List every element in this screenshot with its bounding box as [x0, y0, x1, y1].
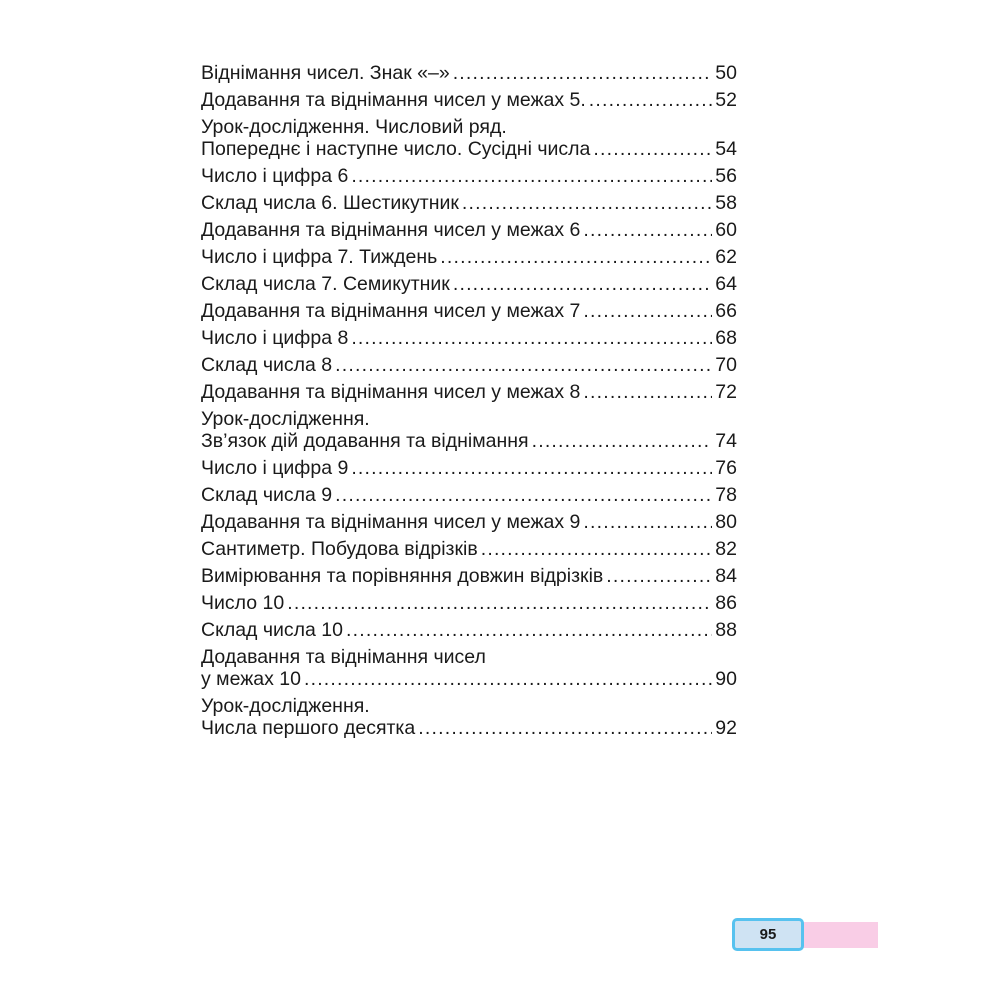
dot-leader	[583, 300, 712, 322]
toc-entry-page: 52	[715, 89, 737, 111]
toc-entry-page: 50	[715, 62, 737, 84]
toc-entry-page: 64	[715, 273, 737, 295]
toc-entry-row	[201, 538, 737, 560]
dot-leader	[583, 511, 712, 533]
toc-entry-title: Додавання та віднімання чисел у межах 9	[201, 511, 581, 533]
dot-leader	[453, 273, 712, 295]
toc-entry[interactable]	[201, 695, 737, 739]
toc-entry[interactable]	[201, 538, 737, 560]
toc-entry-row	[201, 138, 737, 160]
toc-entry-title-line: Додавання та віднімання чисел	[201, 646, 486, 668]
toc-entry-title: Сантиметр. Побудова відрізків	[201, 538, 478, 560]
toc-entry[interactable]	[201, 273, 737, 295]
toc-entry-page: 56	[715, 165, 737, 187]
toc-entry-page: 54	[715, 138, 737, 160]
toc-entry[interactable]	[201, 327, 737, 349]
toc-entry-title: Число і цифра 6	[201, 165, 349, 187]
dot-leader	[351, 457, 712, 479]
toc-entry-title: Склад числа 10	[201, 619, 343, 641]
toc-entry-page: 76	[715, 457, 737, 479]
toc-entry-row	[201, 246, 737, 268]
dot-leader	[462, 192, 712, 214]
dot-leader	[304, 668, 712, 690]
dot-leader	[589, 89, 713, 111]
dot-leader	[481, 538, 713, 560]
dot-leader	[583, 219, 712, 241]
toc-entry-page: 80	[715, 511, 737, 533]
toc-entry-page: 66	[715, 300, 737, 322]
toc-entry-row	[201, 511, 737, 533]
toc-entry-page: 88	[715, 619, 737, 641]
toc-entry[interactable]	[201, 646, 737, 690]
toc-entry-title: Додавання та віднімання чисел у межах 8	[201, 381, 581, 403]
page-tab-stripe	[802, 922, 878, 948]
toc-entry-page: 82	[715, 538, 737, 560]
toc-entry[interactable]	[201, 192, 737, 214]
toc-entry[interactable]	[201, 619, 737, 641]
toc-entry-title: Зв’язок дій додавання та віднімання	[201, 430, 529, 452]
toc-entry-page: 72	[715, 381, 737, 403]
toc-entry-title: Число і цифра 7. Тиждень	[201, 246, 438, 268]
toc-entry[interactable]	[201, 354, 737, 376]
dot-leader	[453, 62, 713, 84]
toc-entry-row	[201, 354, 737, 376]
toc-entry[interactable]	[201, 165, 737, 187]
toc-entry-row	[201, 430, 737, 452]
page-number: 95	[732, 918, 804, 951]
dot-leader	[351, 165, 712, 187]
toc-entry-row	[201, 717, 737, 739]
page-number-tab	[732, 918, 878, 951]
table-of-contents	[201, 62, 737, 744]
toc-entry[interactable]	[201, 511, 737, 533]
toc-entry-page: 70	[715, 354, 737, 376]
toc-entry-row	[201, 273, 737, 295]
dot-leader	[606, 565, 712, 587]
toc-entry-title: Попереднє і наступне число. Сусідні числа	[201, 138, 591, 160]
toc-entry-page: 78	[715, 484, 737, 506]
toc-entry-row	[201, 457, 737, 479]
toc-entry-row	[201, 565, 737, 587]
toc-entry[interactable]	[201, 246, 737, 268]
toc-entry-title: Числа першого десятка	[201, 717, 416, 739]
toc-entry[interactable]	[201, 89, 737, 111]
toc-entry-page: 68	[715, 327, 737, 349]
toc-entry-title: Число і цифра 9	[201, 457, 349, 479]
toc-entry-title: Додавання та віднімання чисел у межах 7	[201, 300, 581, 322]
toc-entry-row	[201, 668, 737, 690]
toc-entry-row	[201, 381, 737, 403]
toc-entry-title: Склад числа 9	[201, 484, 333, 506]
dot-leader	[335, 354, 712, 376]
toc-entry-title-line: Урок-дослідження.	[201, 695, 370, 717]
toc-entry-row	[201, 62, 737, 84]
toc-entry-row	[201, 592, 737, 614]
toc-entry-title: Додавання та віднімання чисел у межах 6	[201, 219, 581, 241]
toc-entry[interactable]	[201, 219, 737, 241]
toc-entry-page: 86	[715, 592, 737, 614]
dot-leader	[335, 484, 712, 506]
dot-leader	[593, 138, 712, 160]
toc-entry-title: Число 10	[201, 592, 285, 614]
toc-entry-title: Склад числа 6. Шестикутник	[201, 192, 459, 214]
dot-leader	[418, 717, 712, 739]
toc-entry[interactable]	[201, 484, 737, 506]
toc-entry-row	[201, 219, 737, 241]
toc-entry-page: 58	[715, 192, 737, 214]
dot-leader	[346, 619, 712, 641]
dot-leader	[583, 381, 712, 403]
dot-leader	[532, 430, 713, 452]
toc-entry-page: 74	[715, 430, 737, 452]
toc-entry-title: Додавання та віднімання чисел у межах 5.	[201, 89, 586, 111]
toc-entry-title: у межах 10	[201, 668, 301, 690]
toc-entry-title: Віднімання чисел. Знак «–»	[201, 62, 450, 84]
toc-entry[interactable]	[201, 116, 737, 160]
toc-entry-row	[201, 165, 737, 187]
toc-entry[interactable]	[201, 62, 737, 84]
toc-entry-title-line: Урок-дослідження. Числовий ряд.	[201, 116, 507, 138]
toc-entry[interactable]	[201, 300, 737, 322]
toc-entry-title: Число і цифра 8	[201, 327, 349, 349]
toc-entry-row	[201, 300, 737, 322]
dot-leader	[287, 592, 712, 614]
toc-entry-row	[201, 89, 737, 111]
dot-leader	[351, 327, 712, 349]
dot-leader	[440, 246, 712, 268]
toc-entry[interactable]	[201, 408, 737, 452]
toc-entry-page: 90	[715, 668, 737, 690]
toc-entry-title: Вимірювання та порівняння довжин відрізків	[201, 565, 604, 587]
toc-entry[interactable]	[201, 457, 737, 479]
toc-entry[interactable]	[201, 565, 737, 587]
toc-entry[interactable]	[201, 381, 737, 403]
toc-entry-row	[201, 192, 737, 214]
toc-entry-page: 92	[715, 717, 737, 739]
toc-entry-page: 84	[715, 565, 737, 587]
toc-entry[interactable]	[201, 592, 737, 614]
toc-entry-title: Склад числа 8	[201, 354, 333, 376]
toc-entry-page: 62	[715, 246, 737, 268]
toc-entry-row	[201, 619, 737, 641]
toc-entry-row	[201, 484, 737, 506]
toc-entry-title: Склад числа 7. Семикутник	[201, 273, 450, 295]
toc-entry-page: 60	[715, 219, 737, 241]
toc-entry-row	[201, 327, 737, 349]
toc-entry-title-line: Урок-дослідження.	[201, 408, 370, 430]
